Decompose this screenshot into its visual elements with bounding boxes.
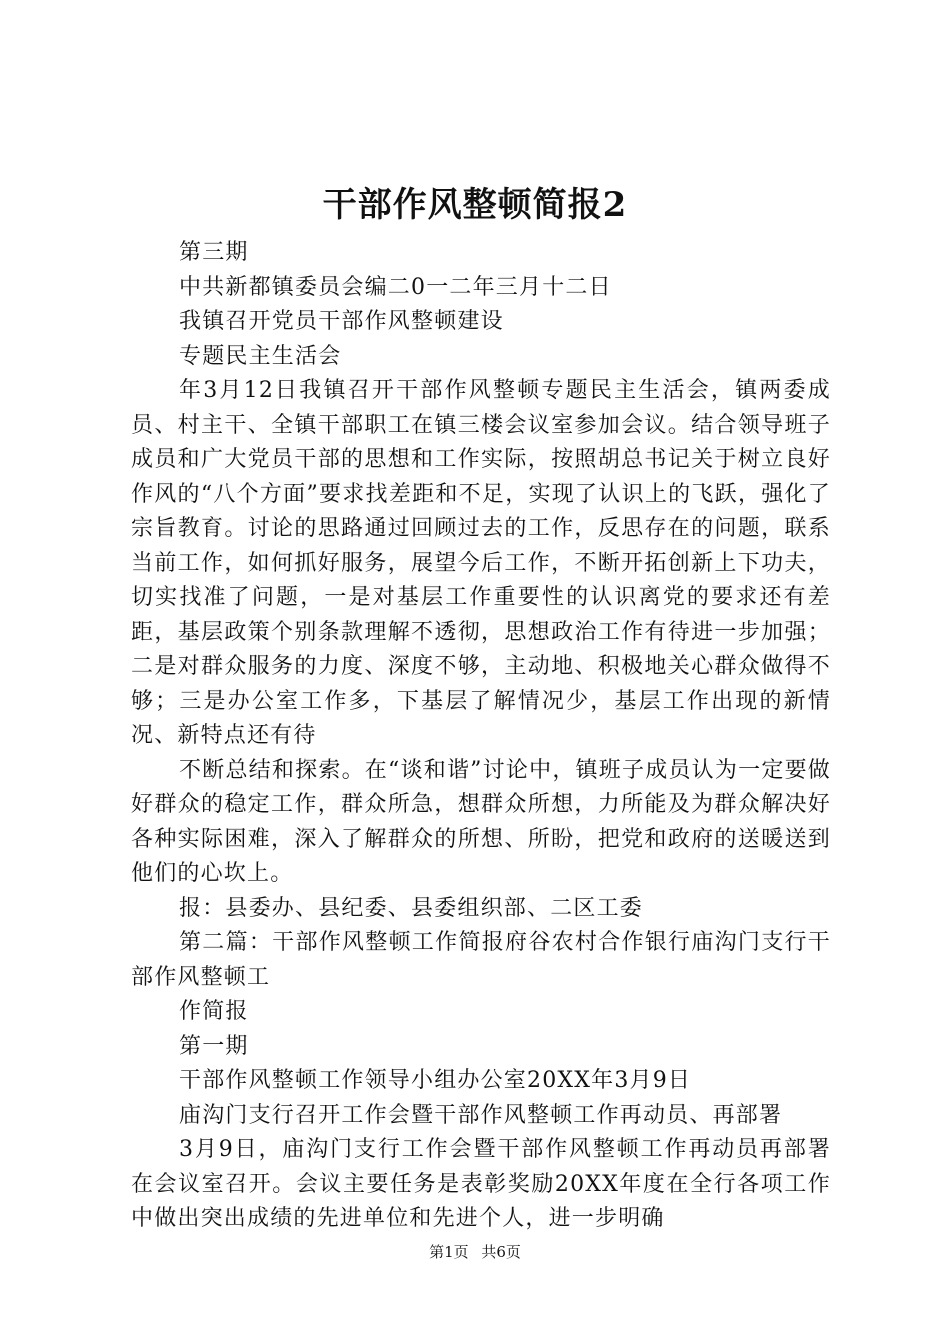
paragraph-report-to: 报：县委办、县纪委、县委组织部、二区工委 (179, 895, 644, 921)
paragraph-headline-2: 专题民主生活会 (179, 343, 342, 369)
paragraph-issue-number-2: 第一期 (179, 1033, 249, 1059)
page-number: 第1页 (429, 1243, 469, 1261)
paragraph-office-date: 干部作风整顿工作领导小组办公室20XX年3月9日 (179, 1068, 692, 1093)
paragraph-issuer-date: 中共新都镇委员会编二0一二年三月十二日 (179, 274, 612, 300)
paragraph-brief-label: 作简报 (179, 999, 249, 1024)
document-title: 干部作风整顿简报2 (322, 185, 628, 225)
paragraph-headline-3: 庙沟门支行召开工作会暨干部作风整顿工作再动员、再部署 (179, 1102, 783, 1128)
page-total: 共6页 (481, 1243, 521, 1261)
paragraph-issue-number: 第三期 (179, 240, 249, 265)
paragraph-headline-1: 我镇召开党员干部作风整顿建设 (179, 309, 504, 334)
document-body (131, 236, 831, 1237)
paragraph-body-2: 不断总结和探索。在“谈和谐”讨论中，镇班子成员认为一定要做好群众的稳定工作，群众所急，想群众所想，力所能及为群众解决好各种实际困难，深入了解群众的所想、所盼，把党和政府的送暖送到他们的心坎上。 (131, 757, 831, 886)
paragraph-body-1: 年3月12日我镇召开干部作风整顿专题民主生活会，镇两委成员、村主干、全镇干部职工在镇三楼会议室参加会议。结合领导班子成员和广大党员干部的思想和工作实际，按照胡总书记关于树立良好作风的“八个方面”要求找差距和不足，实现了认识上的飞跃，强化了宗旨教育。讨论的思路通过回顾过去的工作，反思存在的问题，联系当前工作，如何抓好服务，展望今后工作，不断开拓创新上下功夫，切实找准了问题，一是对基层工作重要性的认识离党的要求还有差距，基层政策个别条款理解不透彻，思想政治工作有待进一步加强；二是对群众服务的力度、深度不够，主动地、积极地关心群众做得不够；三是办公室工作多，下基层了解情况少，基层工作出现的新情况、新特点还有待 (131, 378, 831, 748)
page-footer (0, 1242, 950, 1262)
paragraph-second-article-title: 第二篇：干部作风整顿工作简报府谷农村合作银行庙沟门支行干部作风整顿工 (131, 930, 831, 990)
paragraph-body-3: 3月9日，庙沟门支行工作会暨干部作风整顿工作再动员再部署在会议室召开。会议主要任务是表彰奖励20XX年度在全行各项工作中做出突出成绩的先进单位和先进个人，进一步明确 (131, 1137, 831, 1231)
